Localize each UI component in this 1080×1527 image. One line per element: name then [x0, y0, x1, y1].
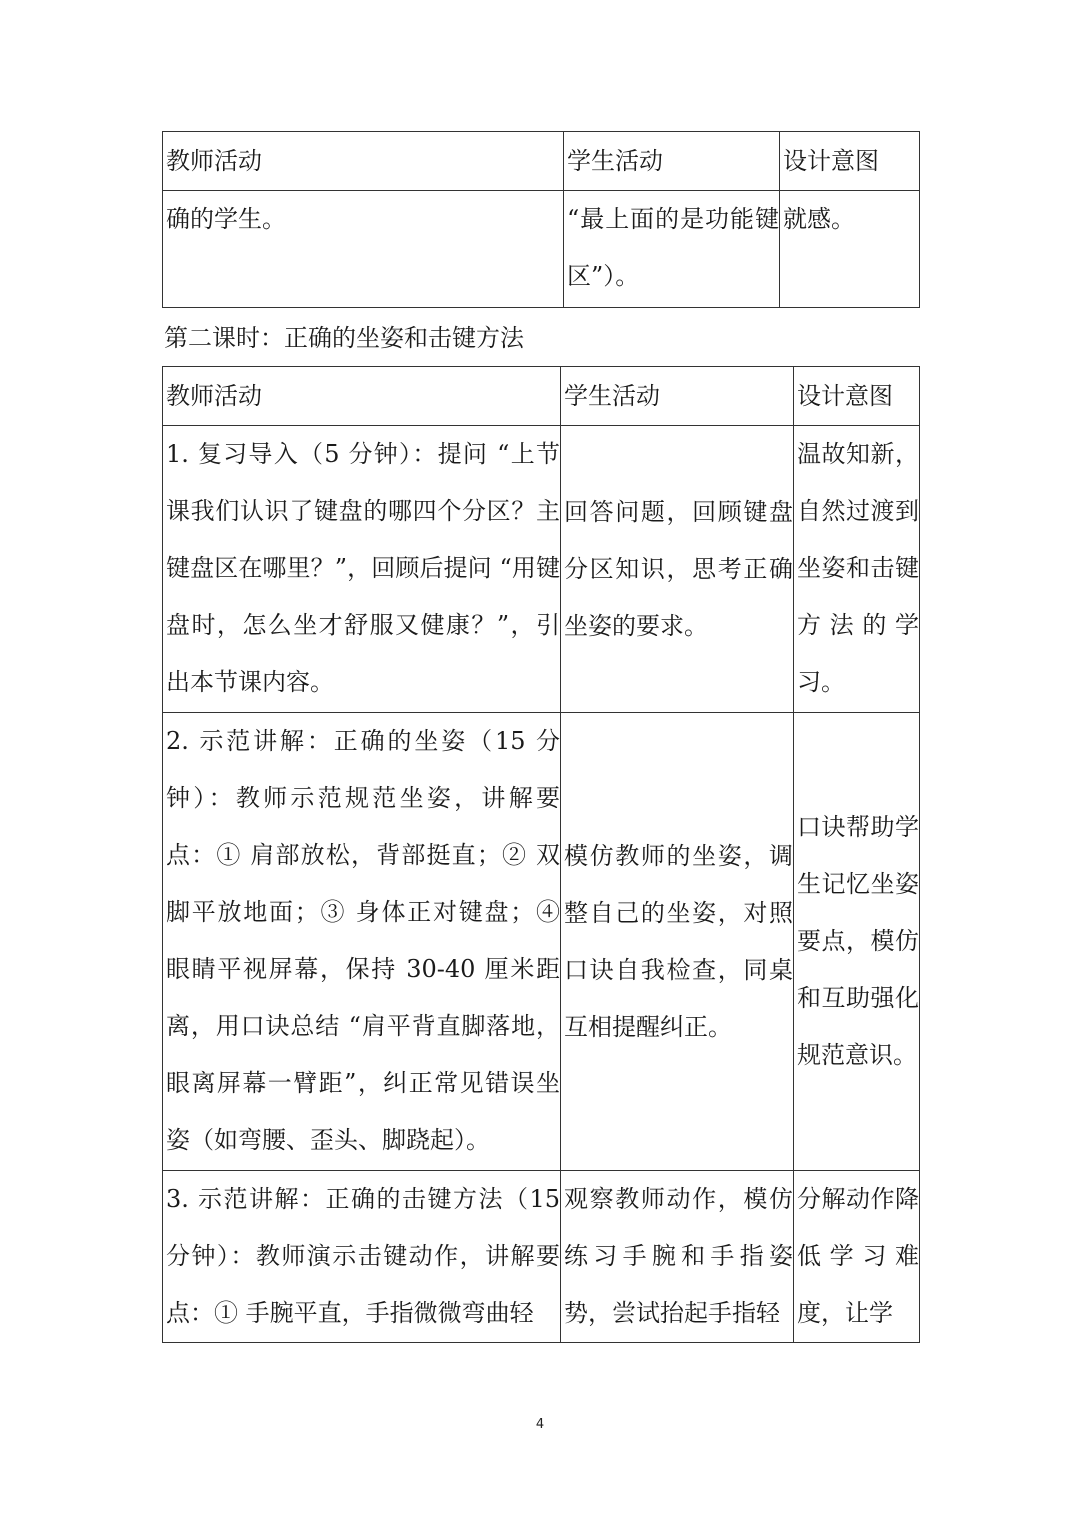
header-student-activity: 学生活动 [564, 132, 780, 191]
cell-student: 模仿教师的坐姿，调整自己的坐姿，对照口诀自我检查，同桌互相提醒纠正。 [561, 713, 794, 1171]
table-header-row [163, 132, 920, 191]
cell-teacher: 2. 示范讲解：正确的坐姿（15 分钟）：教师示范规范坐姿，讲解要点：① 肩部放松，背部挺直；② 双脚平放地面；③ 身体正对键盘；④ 眼睛平视屏幕，保持 30-40 厘米距离，用口诀总结 “肩平背直脚落地，眼离屏幕一臂距”，纠正常见错误坐姿（如弯腰、歪头、脚跷起）。 [163, 713, 561, 1171]
cell-teacher: 确的学生。 [163, 191, 564, 308]
table-header-row [163, 367, 920, 426]
section-title: 第二课时：正确的坐姿和击键方法 [164, 324, 524, 352]
cell-intent: 口诀帮助学生记忆坐姿要点，模仿和互助强化规范意识。 [794, 713, 920, 1171]
cell-teacher: 3. 示范讲解：正确的击键方法（15分钟）：教师演示击键动作，讲解要点：① 手腕平直，手指微微弯曲轻 [163, 1171, 561, 1343]
cell-intent: 分解动作降低学习难度，让学 [794, 1171, 920, 1343]
cell-teacher: 1. 复习导入（5 分钟）：提问 “上节课我们认识了键盘的哪四个分区？主键盘区在哪里？”，回顾后提问 “用键盘时，怎么坐才舒服又健康？”，引出本节课内容。 [163, 426, 561, 713]
lesson-table-continued [162, 131, 920, 308]
table-row [163, 713, 920, 1171]
cell-student: “最上面的是功能键区”）。 [564, 191, 780, 308]
lesson-table-2 [162, 366, 920, 1343]
header-teacher-activity: 教师活动 [163, 367, 561, 426]
cell-student: 回答问题，回顾键盘分区知识，思考正确坐姿的要求。 [561, 426, 794, 713]
table-row [163, 426, 920, 713]
header-student-activity: 学生活动 [561, 367, 794, 426]
cell-student: 观察教师动作，模仿练习手腕和手指姿势，尝试抬起手指轻 [561, 1171, 794, 1343]
header-design-intent: 设计意图 [794, 367, 920, 426]
header-design-intent: 设计意图 [780, 132, 920, 191]
table-row [163, 1171, 920, 1343]
table-row [163, 191, 920, 308]
header-teacher-activity: 教师活动 [163, 132, 564, 191]
cell-intent: 温故知新，自然过渡到坐姿和击键方法的学习。 [794, 426, 920, 713]
cell-intent: 就感。 [780, 191, 920, 308]
page-number: 4 [535, 1417, 545, 1432]
